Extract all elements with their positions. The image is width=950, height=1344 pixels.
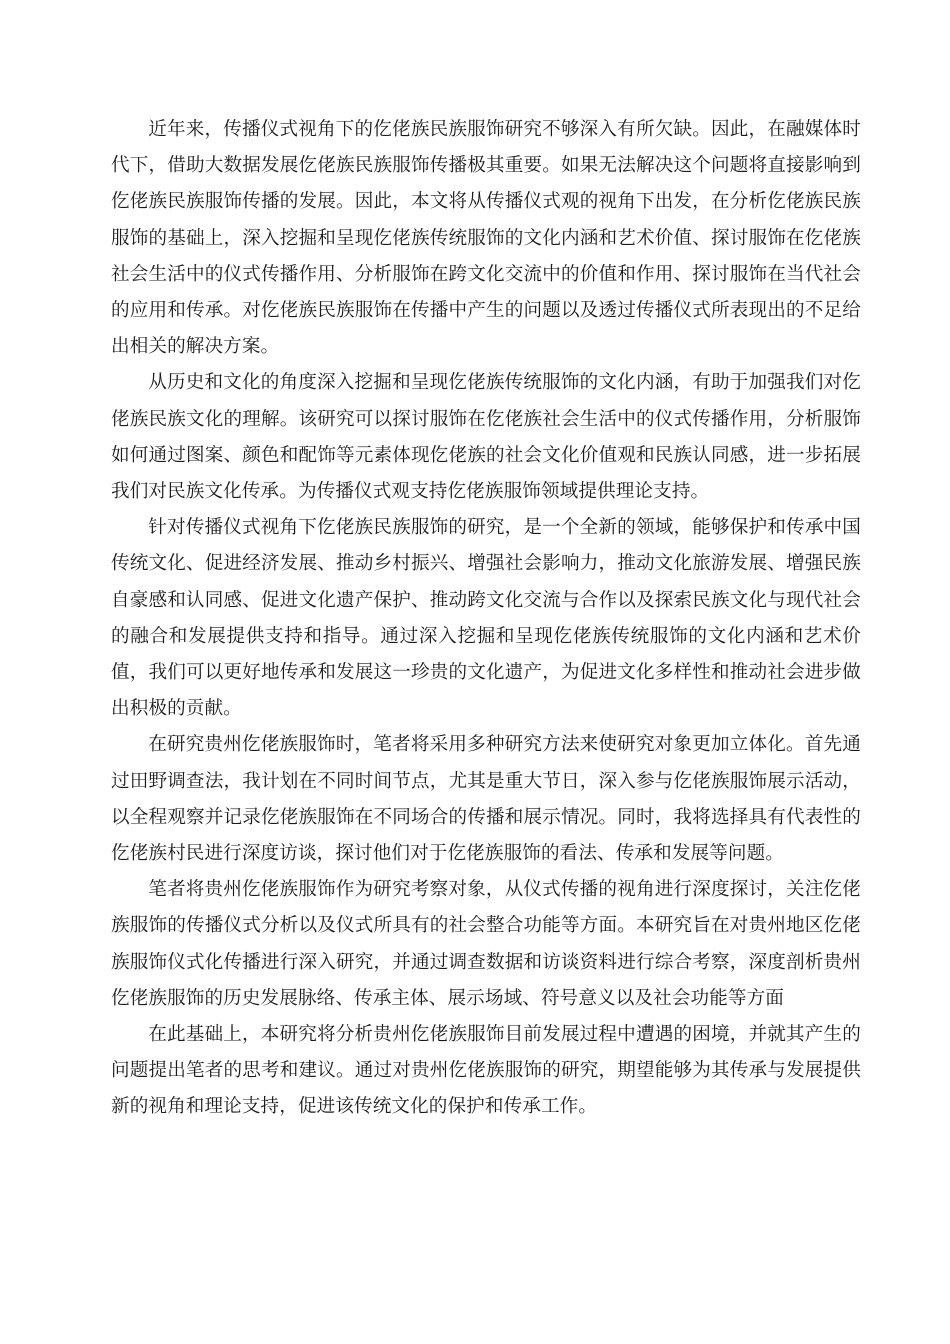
paragraph-1: 近年来，传播仪式视角下的仡佬族民族服饰研究不够深入有所欠缺。因此，在融媒体时代下，借助大数据发展仡佬族民族服饰传播极其重要。如果无法解决这个问题将直接影响到仡佬族民族服饰传播的发展。因此，本文将从传播仪式观的视角下出发，在分析仡佬族民族服饰的基础上，深入挖掘和呈现仡佬族传统服饰的文化内涵和艺术价值、探讨服饰在仡佬族社会生活中的仪式传播作用、分析服饰在跨文化交流中的价值和作用、探讨服饰在当代社会的应用和传承。对仡佬族民族服饰在传播中产生的问题以及透过传播仪式所表现出的不足给出相关的解决方案。 — [111, 119, 861, 358]
paragraph-3: 针对传播仪式视角下仡佬族民族服饰的研究，是一个全新的领域，能够保护和传承中国传统文化、促进经济发展、推动乡村振兴、增强社会影响力，推动文化旅游发展、增强民族自豪感和认同感、促进文化遗产保护、推动跨文化交流与合作以及探索民族文化与现代社会的融合和发展提供支持和指导。通过深入挖掘和呈现仡佬族传统服饰的文化内涵和艺术价值，我们可以更好地传承和发展这一珍贵的文化遗产，为促进文化多样性和推动社会进步做出积极的贡献。 — [111, 517, 861, 720]
paragraph-6: 在此基础上，本研究将分析贵州仡佬族服饰目前发展过程中遭遇的困境，并就其产生的问题提出笔者的思考和建议。通过对贵州仡佬族服饰的研究，期望能够为其传承与发展提供新的视角和理论支持，促进该传统文化的保护和传承工作。 — [111, 1024, 861, 1118]
paragraph-5: 笔者将贵州仡佬族服饰作为研究考察对象，从仪式传播的视角进行深度探讨，关注仡佬族服饰的传播仪式分析以及仪式所具有的社会整合功能等方面。本研究旨在对贵州地区仡佬族服饰仪式化传播进行深入研究，并通过调查数据和访谈资料进行综合考察，深度剖析贵州仡佬族服饰的历史发展脉络、传承主体、展示场域、符号意义以及社会功能等方面 — [111, 879, 861, 1009]
body-text — [111, 112, 861, 1126]
paragraph-2: 从历史和文化的角度深入挖掘和呈现仡佬族传统服饰的文化内涵，有助于加强我们对仡佬族民族文化的理解。该研究可以探讨服饰在仡佬族社会生活中的仪式传播作用，分析服饰如何通过图案、颜色和配饰等元素体现仡佬族的社会文化价值观和民族认同感，进一步拓展我们对民族文化传承。为传播仪式观支持仡佬族服饰领域提供理论支持。 — [111, 372, 861, 503]
paragraph-4: 在研究贵州仡佬族服饰时，笔者将采用多种研究方法来使研究对象更加立体化。首先通过田野调查法，我计划在不同时间节点，尤其是重大节日，深入参与仡佬族服饰展示活动，以全程观察并记录仡佬族服饰在不同场合的传播和展示情况。同时，我将选择具有代表性的仡佬族村民进行深度访谈，探讨他们对于仡佬族服饰的看法、传承和发展等问题。 — [111, 734, 861, 865]
